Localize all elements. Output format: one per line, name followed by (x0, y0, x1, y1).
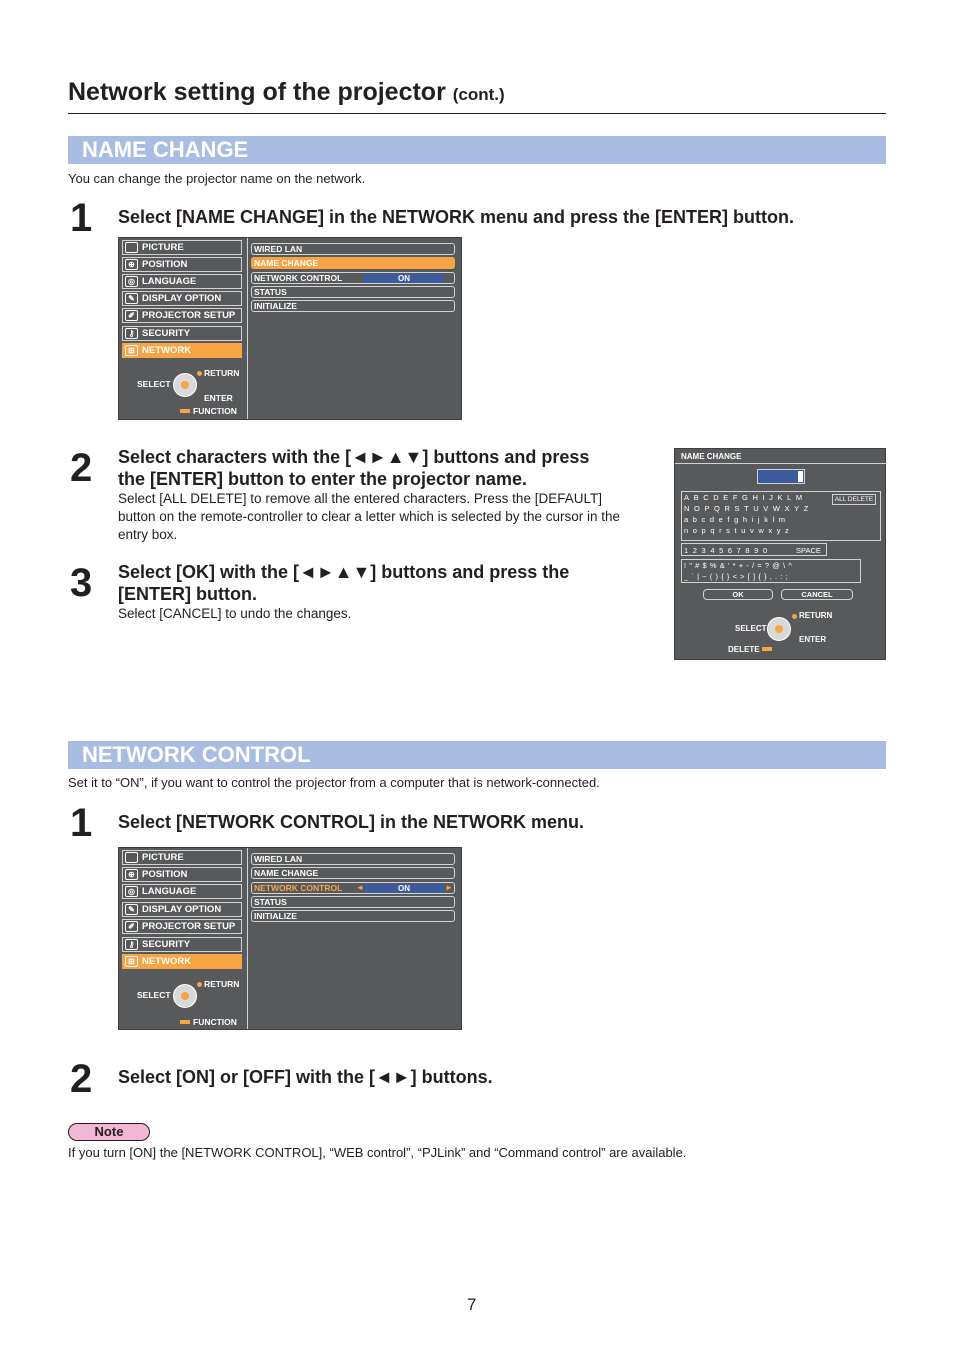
letter-row: ABCDEFGHIJKLM (684, 493, 807, 502)
menu-item-language: ◎ LANGUAGE (122, 274, 242, 289)
hint-return: RETURN (204, 368, 240, 378)
menu-item-picture: PICTURE (122, 850, 242, 865)
menu-item-position: ⊕ POSITION (122, 257, 242, 272)
return-dot-icon (197, 982, 202, 987)
title-rule (68, 113, 886, 114)
submenu-wired-lan: WIRED LAN (251, 853, 455, 865)
globe-icon: ◎ (125, 886, 138, 897)
display-option-icon: ✎ (125, 904, 138, 915)
hint-select: SELECT (137, 379, 171, 389)
return-dot-icon (792, 614, 797, 619)
page-number: 7 (467, 1295, 477, 1314)
note-text: If you turn [ON] the [NETWORK CONTROL], “WEB control”, “PJLink” and “Command control” are available. (68, 1145, 687, 1160)
submenu-initialize: INITIALIZE (251, 910, 455, 922)
wrench-icon: ✐ (125, 921, 138, 932)
hint-enter: ENTER (204, 393, 233, 403)
function-bar-icon (180, 409, 190, 413)
note-badge: Note (68, 1123, 150, 1141)
projector-menu-screenshot (118, 237, 462, 420)
hint-return: RETURN (204, 979, 240, 989)
delete-bar-icon (762, 647, 772, 651)
arrow-right-icon: ► (445, 883, 453, 892)
step-heading: Select [NETWORK CONTROL] in the NETWORK menu. (118, 812, 584, 832)
name-entry-box (757, 469, 805, 484)
menu-item-network: ⊞ NETWORK (122, 343, 242, 358)
section-name-change: NAME CHANGE (68, 136, 886, 164)
submenu-network-control: NETWORK CONTROL ON (251, 272, 455, 284)
hint-return: RETURN (799, 611, 833, 620)
step-body: Select [CANCEL] to undo the changes. (118, 606, 352, 621)
step-number: 1 (70, 196, 93, 240)
menu-right-panel (247, 848, 461, 1029)
letter-grid (681, 491, 881, 541)
submenu-name-change: NAME CHANGE (251, 867, 455, 879)
space-key: SPACE (796, 546, 821, 555)
cancel-key: CANCEL (781, 589, 853, 600)
submenu-status: STATUS (251, 896, 455, 908)
network-icon: ⊞ (125, 956, 138, 967)
hint-enter: ENTER (799, 635, 827, 644)
menu-item-security: ⚷ SECURITY (122, 326, 242, 341)
letter-row: nopqrstuvwxyz (684, 526, 794, 535)
dpad-icon (173, 373, 197, 397)
number-row (681, 543, 827, 556)
step-heading: Select [NAME CHANGE] in the NETWORK menu and press the [ENTER] button. (118, 207, 795, 227)
step-heading: Select [OK] with the [◄►▲▼] buttons and press the [ENTER] button. (118, 562, 570, 604)
arrow-left-icon: ◄ (356, 883, 364, 892)
letter-row: NOPQRSTUVWXYZ (684, 504, 813, 513)
step-heading: Select characters with the [◄►▲▼] buttons and press the [ENTER] button to enter the projector name. (118, 447, 590, 489)
menu-item-projector-setup: ✐ PROJECTOR SETUP (122, 919, 242, 934)
page-title-text: Network setting of the projector (68, 78, 446, 106)
hint-select: SELECT (137, 990, 171, 1000)
submenu-name-change: NAME CHANGE (251, 257, 455, 269)
menu-item-network: ⊞ NETWORK (122, 954, 242, 969)
menu-item-projector-setup: ✐ PROJECTOR SETUP (122, 308, 242, 323)
projector-menu-screenshot-2 (118, 847, 462, 1030)
submenu-wired-lan: WIRED LAN (251, 243, 455, 255)
menu-right-panel (247, 238, 461, 419)
return-dot-icon (197, 371, 202, 376)
step-heading: Select [ON] or [OFF] with the [◄►] buttons. (118, 1067, 493, 1087)
name-change-keyboard-screenshot (674, 448, 886, 660)
hint-function: FUNCTION (193, 1017, 237, 1027)
submenu-status: STATUS (251, 286, 455, 298)
network-icon: ⊞ (125, 345, 138, 356)
submenu-initialize: INITIALIZE (251, 300, 455, 312)
network-control-value: ON (364, 274, 444, 283)
keyboard-title: NAME CHANGE (681, 452, 742, 461)
symbol-grid (681, 559, 861, 583)
dpad-icon (767, 617, 791, 641)
symbol-row: _`|~(){}<>[]{},.:; (684, 572, 791, 581)
display-option-icon: ✎ (125, 293, 138, 304)
letter-row: abcdefghijklm (684, 515, 790, 524)
keyboard-rule (675, 463, 887, 464)
number-keys: 1234567890 (684, 546, 772, 555)
name-change-intro: You can change the projector name on the network. (68, 171, 366, 186)
wrench-icon: ✐ (125, 310, 138, 321)
step-body: Select [ALL DELETE] to remove all the entered characters. Press the [DEFAULT] button on the remote-controller to clear a letter which is selected by the cursor in the entry box. (118, 491, 621, 542)
key-icon: ⚷ (125, 939, 138, 950)
position-icon: ⊕ (125, 869, 138, 880)
function-bar-icon (180, 1020, 190, 1024)
section-network-control: NETWORK CONTROL (68, 741, 886, 769)
all-delete-key: ALL DELETE (832, 494, 876, 505)
menu-item-security: ⚷ SECURITY (122, 937, 242, 952)
page-title-cont: (cont.) (452, 85, 505, 104)
dpad-icon (173, 984, 197, 1008)
symbol-row: !"#$%&'*+-/=?@\^ (684, 561, 796, 570)
network-control-intro: Set it to “ON”, if you want to control the projector from a computer that is network-connected. (68, 775, 600, 790)
network-control-value: ON (364, 884, 444, 893)
position-icon: ⊕ (125, 259, 138, 270)
menu-item-display-option: ✎ DISPLAY OPTION (122, 902, 242, 917)
hint-select: SELECT (735, 624, 767, 633)
menu-item-language: ◎ LANGUAGE (122, 884, 242, 899)
entry-cursor (798, 471, 803, 482)
ok-key: OK (703, 589, 773, 600)
menu-item-picture: PICTURE (122, 240, 242, 255)
key-icon: ⚷ (125, 328, 138, 339)
submenu-network-control: NETWORK CONTROL ◄ ON ► (251, 882, 455, 894)
picture-icon (125, 242, 138, 253)
globe-icon: ◎ (125, 276, 138, 287)
step-number: 1 (70, 801, 93, 845)
menu-item-display-option: ✎ DISPLAY OPTION (122, 291, 242, 306)
page-title (68, 78, 505, 107)
hint-delete: DELETE (728, 645, 760, 654)
step-number: 3 (70, 561, 93, 605)
step-number: 2 (70, 1057, 93, 1101)
hint-function: FUNCTION (193, 406, 237, 416)
step-number: 2 (70, 446, 93, 490)
picture-icon (125, 852, 138, 863)
menu-item-position: ⊕ POSITION (122, 867, 242, 882)
